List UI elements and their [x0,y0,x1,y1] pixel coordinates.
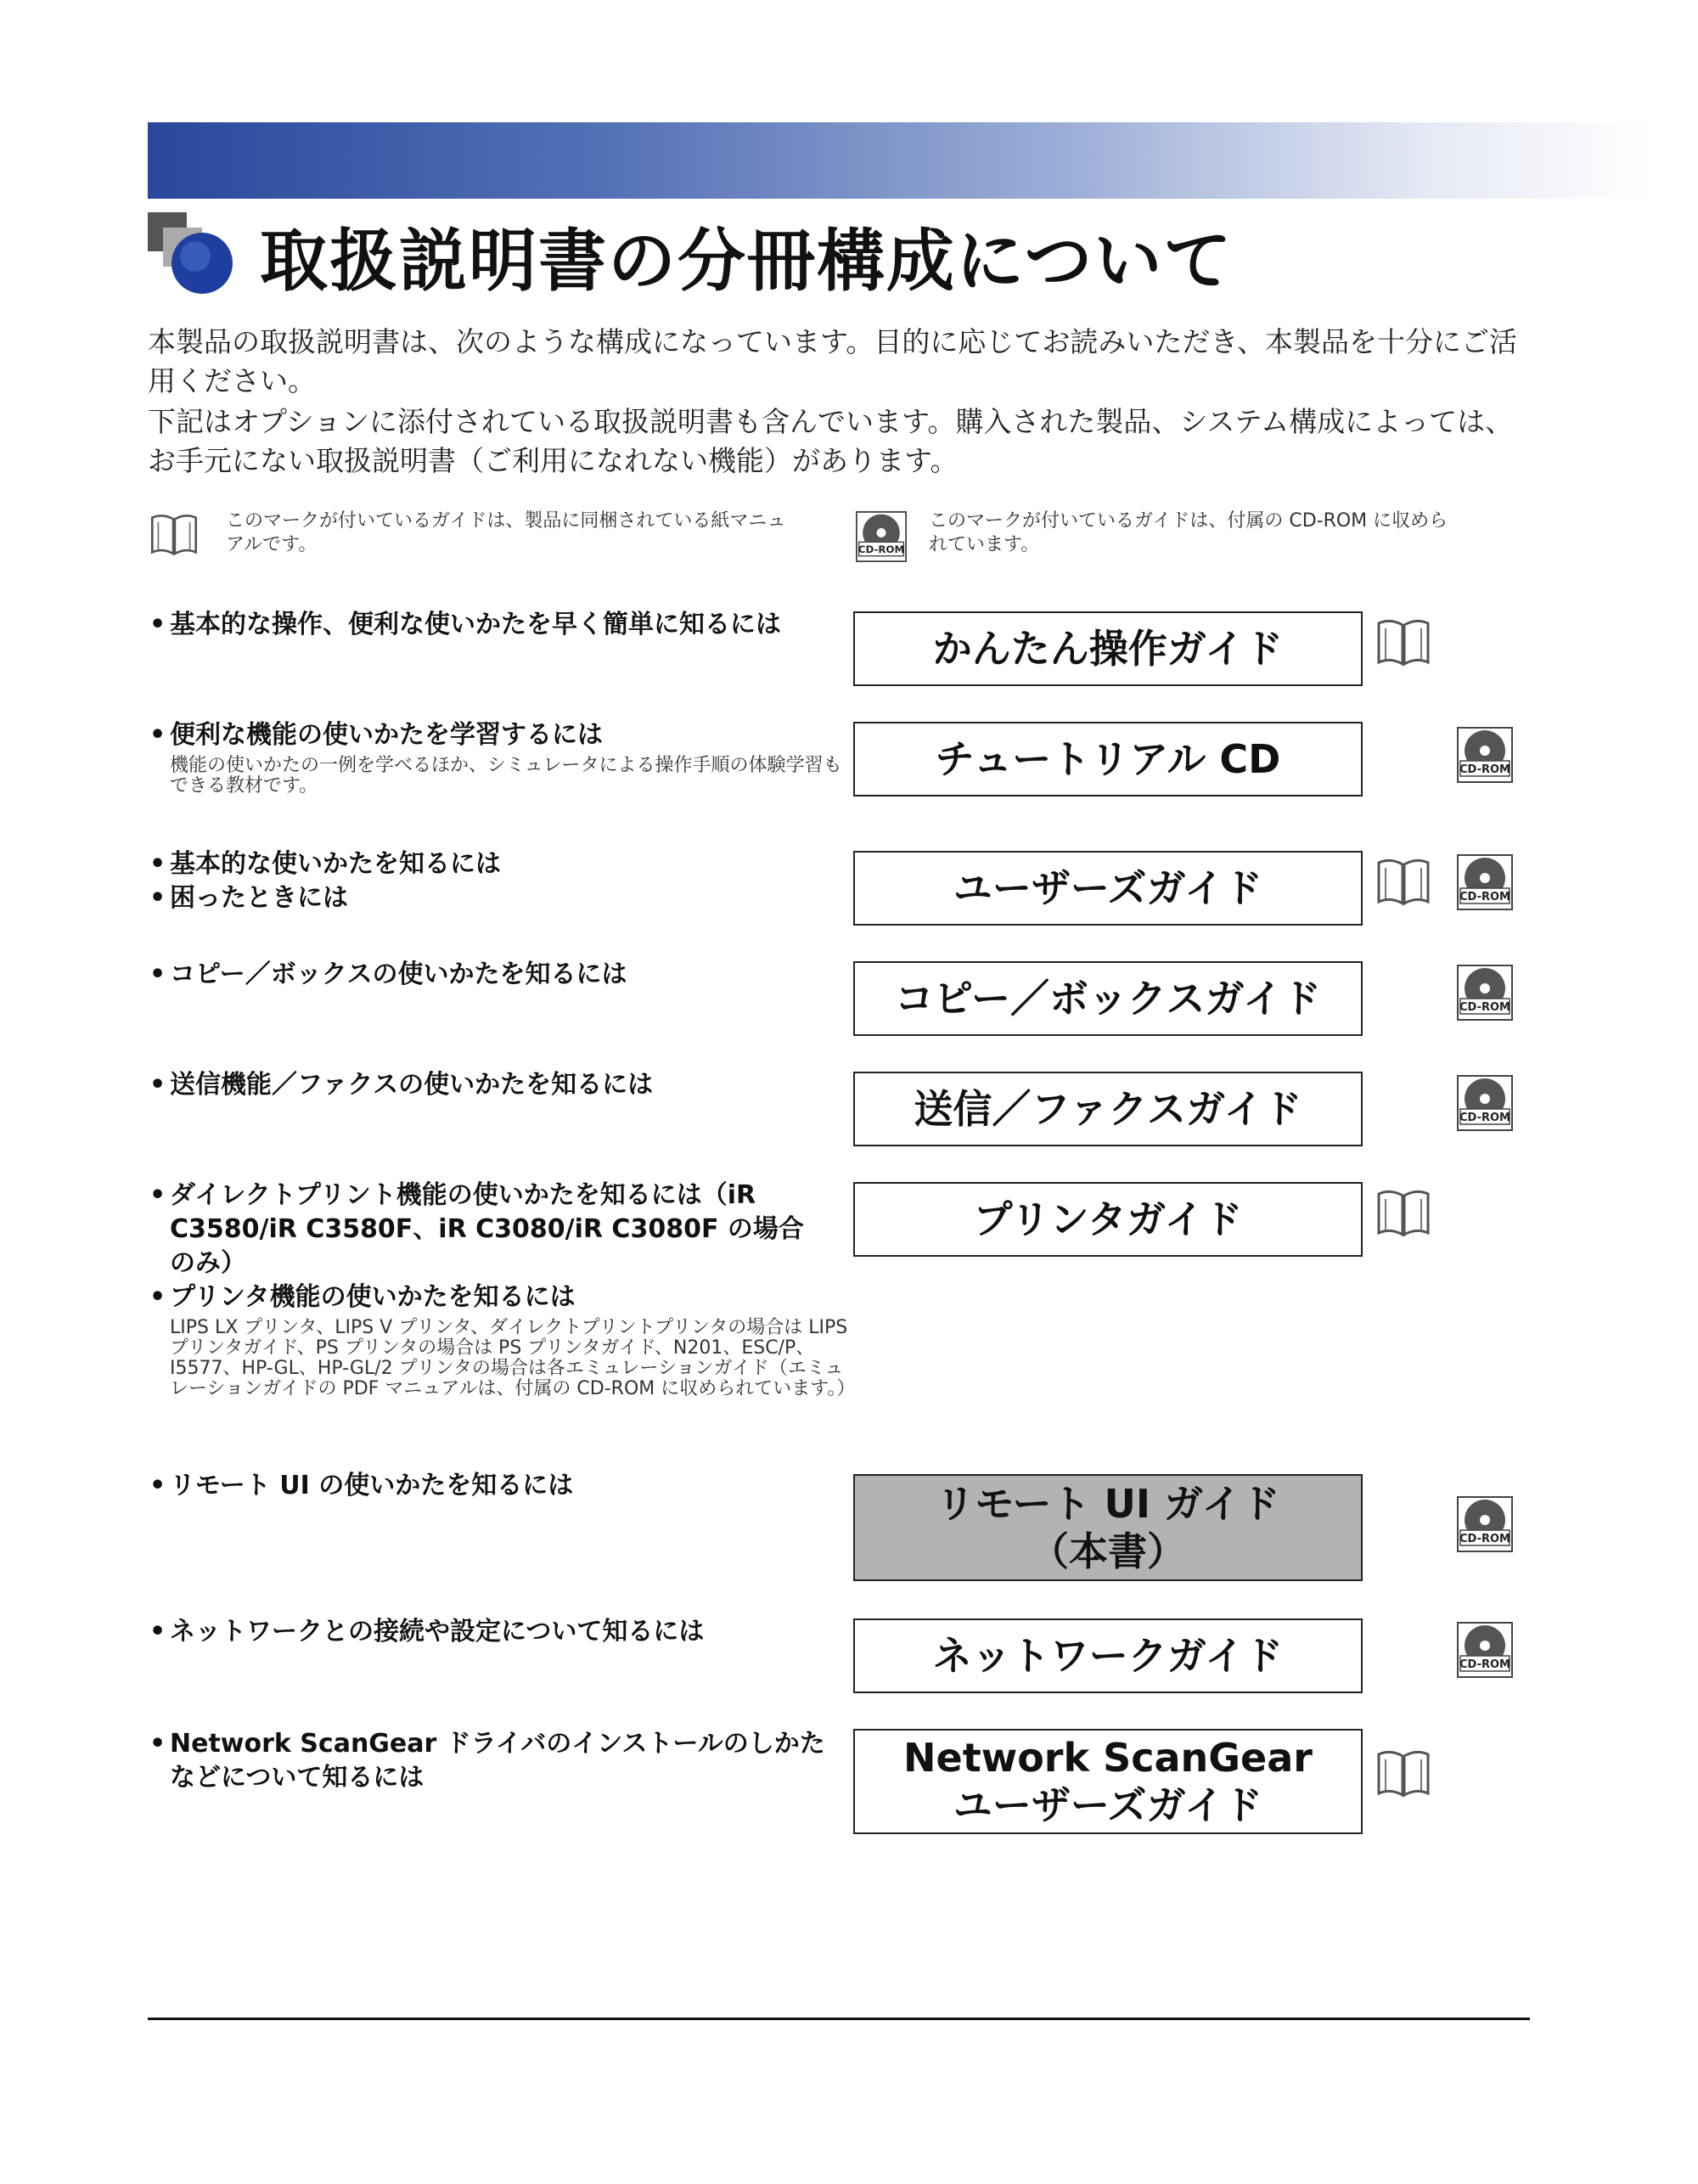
page-title: 取扱説明書の分冊構成について [260,222,1234,301]
requirement-block [148,1469,573,1503]
requirement-block [148,1179,856,1399]
cd-rom-icon [1457,1496,1513,1552]
guide-box-remote-ui [853,1474,1363,1581]
cd-rom-icon [1457,1075,1513,1131]
legend-book-icon [148,509,200,560]
footer-rule [148,2018,1530,2020]
legend-cd-rom-icon [856,511,907,562]
svg-text:CD-ROM: CD-ROM [1459,1001,1510,1014]
requirement-item: • 便利な機能の使いかたを学習するには [148,718,849,752]
requirement-item: • 基本的な使いかたを知るには [148,847,501,881]
requirement-block [148,718,849,796]
requirement-item: • プリンタ機能の使いかたを知るには [148,1281,827,1314]
guide-box-users-guide [853,851,1363,926]
cd-rom-icon [1457,727,1513,783]
requirement-item: • ネットワークとの接続や設定について知るには [148,1615,704,1649]
guide-title: かんたん操作ガイド [932,626,1284,672]
cd-rom-icon [1457,965,1513,1021]
guide-box-printer [853,1182,1363,1257]
book-icon [1374,1187,1433,1240]
guide-title: リモート UI ガイド （本書） [936,1481,1280,1574]
header-gradient-bar [148,122,1656,199]
requirement-block [148,847,501,915]
requirement-block [148,1068,653,1102]
guide-title: ユーザーズガイド [953,865,1263,911]
cd-rom-icon [1457,1622,1513,1678]
requirement-item: • 基本的な操作、便利な使いかたを早く簡単に知るには [148,608,781,642]
requirement-block [148,608,781,642]
legend-cd-text: このマークが付いているガイドは、付属の CD-ROM に収められています。 [929,510,1448,555]
requirement-item: • Network ScanGear ドライバのインストールのしかたなどについて知るには [148,1727,844,1795]
svg-text:CD-ROM: CD-ROM [857,543,905,556]
requirement-item: • 困ったときには [148,881,501,915]
guide-box-network [853,1618,1363,1693]
svg-text:CD-ROM: CD-ROM [1459,1112,1510,1124]
cd-rom-icon [1457,854,1513,910]
guide-title: コピー／ボックスガイド [894,976,1322,1022]
guide-box-network-scangear [853,1729,1363,1834]
requirement-block [148,1615,704,1649]
requirement-note: 機能の使いかたの一例を学べるほか、シミュレータによる操作手順の体験学習もできる教材です。 [170,755,842,796]
requirement-item: • ダイレクトプリント機能の使いかたを知るには（iR C3580/iR C3580F、iR C3080/iR C3080F の場合のみ） [148,1179,827,1281]
requirement-block [148,958,627,992]
guide-title: Network ScanGear ユーザーズガイド [903,1735,1313,1828]
svg-text:CD-ROM: CD-ROM [1459,891,1510,903]
guide-title: プリンタガイド [973,1196,1243,1242]
book-icon [1374,1748,1433,1800]
requirement-item: • コピー／ボックスの使いかたを知るには [148,958,627,992]
requirement-block [148,1727,844,1795]
guide-title: ネットワークガイド [932,1633,1284,1679]
guide-box-kantan [853,611,1363,686]
intro-paragraph-1: 本製品の取扱説明書は、次のような構成になっています。目的に応じてお読みいただき、本製品を十分にご活用ください。 [148,325,1518,397]
guide-title: 送信／ファクスガイド [914,1086,1302,1132]
requirement-note: LIPS LX プリンタ、LIPS V プリンタ、ダイレクトプリントプリンタの場合は LIPS プリンタガイド、PS プリンタの場合は PS プリンタガイド、N201、ESC/P、I5577、HP-GL、HP-GL/2 プリンタの場合は各エミュレーションガイド（エミュレーションガイドの PDF マニュアルは、付属の CD-ROM に収められています。） [170,1317,856,1399]
intro-paragraph-2: 下記はオプションに添付されている取扱説明書も含んでいます。購入された製品、システム構成によっては、お手元にない取扱説明書（ご利用になれない機能）があります。 [148,405,1514,477]
svg-text:CD-ROM: CD-ROM [1459,1658,1510,1671]
requirement-item: • 送信機能／ファクスの使いかたを知るには [148,1068,653,1102]
legend-book-text: このマークが付いているガイドは、製品に同梱されている紙マニュアルです。 [226,510,786,555]
guide-box-copy-box [853,961,1363,1036]
book-icon [1374,856,1433,909]
guide-box-send-fax [853,1072,1363,1146]
guide-box-tutorial-cd [853,722,1363,796]
title-bullet-icon [146,211,239,296]
guide-title: チュートリアル CD [935,736,1281,782]
requirement-item: • リモート UI の使いかたを知るには [148,1469,573,1503]
svg-text:CD-ROM: CD-ROM [1459,1533,1510,1545]
svg-text:CD-ROM: CD-ROM [1459,763,1510,776]
book-icon [1374,616,1433,669]
